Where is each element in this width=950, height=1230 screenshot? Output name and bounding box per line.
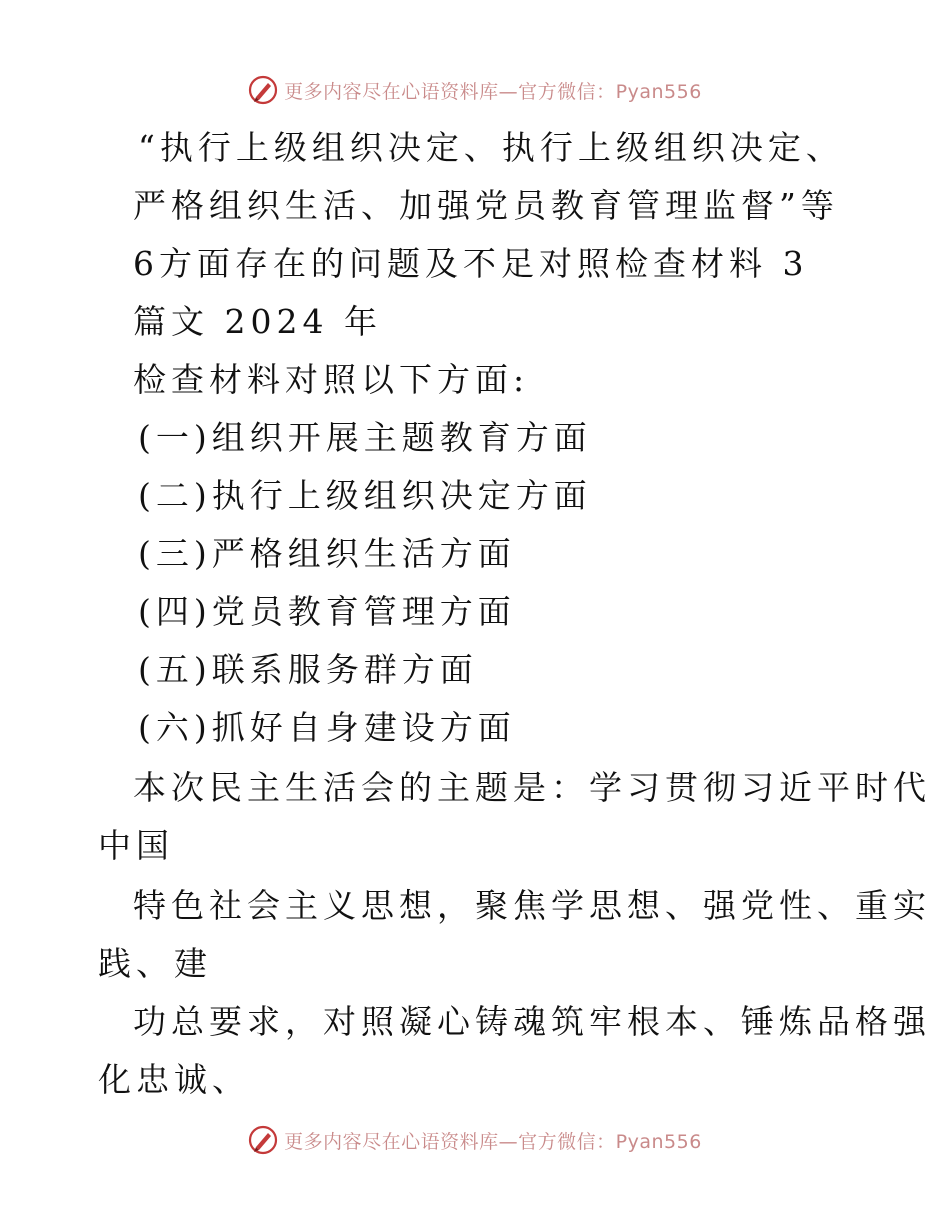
watermark-text: 更多内容尽在心语资料库—官方微信：Pyan556 (284, 80, 702, 103)
body-line-1: 本次民主生活会的主题是：学习贯彻习近平时代 (133, 768, 931, 807)
intro-line: 检查材料对照以下方面: (133, 360, 530, 399)
list-item: (四)党员教育管理方面 (138, 592, 516, 631)
title-line-1: “执行上级组织决定、执行上级组织决定、 (138, 128, 844, 167)
body-line-4: 践、建 (98, 944, 212, 983)
body-line-2: 中国 (98, 826, 174, 865)
title-line-2: 严格组织生活、加强党员教育管理监督”等 (133, 186, 839, 225)
footer-watermark (0, 1120, 950, 1160)
pen-logo-icon (248, 1125, 278, 1155)
header-watermark (0, 70, 950, 110)
list-item: (六)抓好自身建设方面 (138, 708, 516, 747)
body-line-5: 功总要求，对照凝心铸魂筑牢根本、锤炼品格强 (133, 1002, 931, 1041)
list-item: (三)严格组织生活方面 (138, 534, 516, 573)
body-line-3: 特色社会主义思想，聚焦学思想、强党性、重实 (133, 886, 931, 925)
list-item: (五)联系服务群方面 (138, 650, 478, 689)
list-item: (一)组织开展主题教育方面 (138, 418, 592, 457)
body-line-6: 化忠诚、 (98, 1060, 250, 1099)
title-line-3: 6方面存在的问题及不足对照检查材料 3 (133, 244, 809, 283)
list-item: (二)执行上级组织决定方面 (138, 476, 592, 515)
title-line-4: 篇文 2024 年 (133, 302, 382, 341)
watermark-text: 更多内容尽在心语资料库—官方微信：Pyan556 (284, 1130, 702, 1153)
pen-logo-icon (248, 75, 278, 105)
